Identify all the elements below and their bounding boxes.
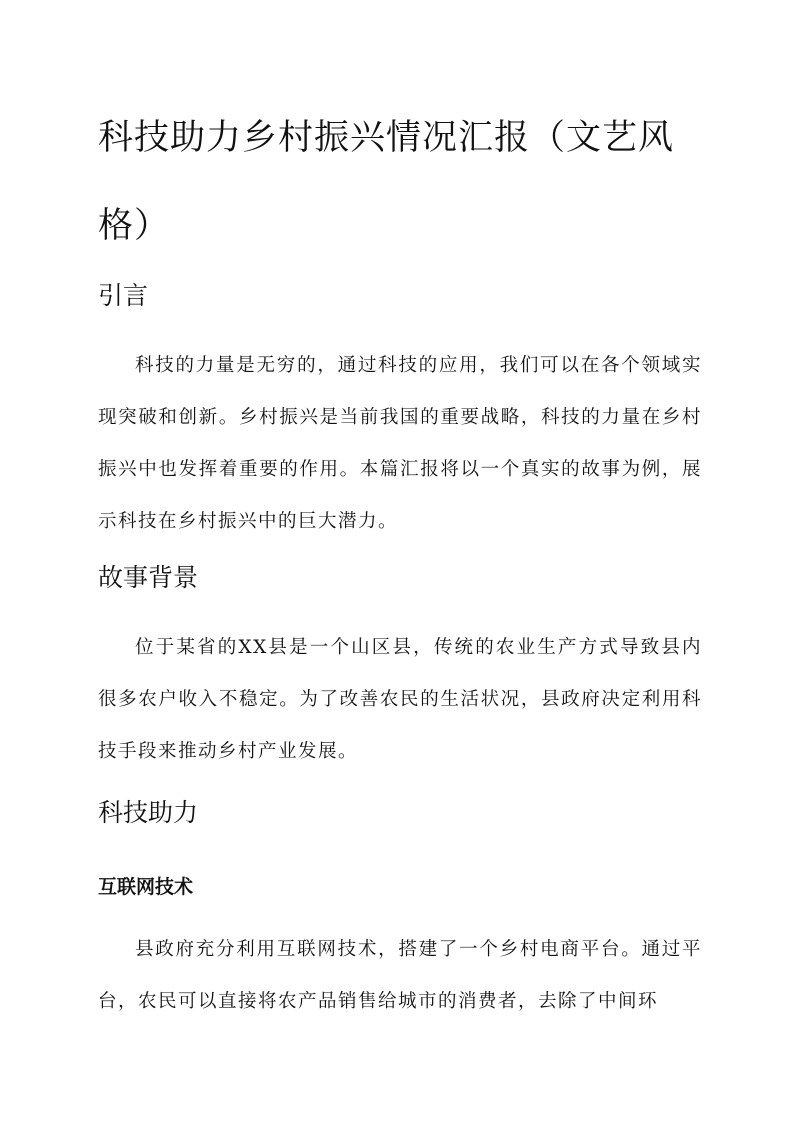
section-heading-intro: 引言 (98, 281, 149, 310)
document-title: 科技助力乡村振兴情况汇报（文艺风格） (98, 118, 675, 246)
section-heading-background: 故事背景 (98, 563, 199, 592)
subsection-heading-internet: 互联网技术 (98, 876, 194, 898)
internet-paragraph: 县政府充分利用互联网技术，搭建了一个乡村电商平台。通过平台，农民可以直接将农产品销售给城市的消费者，去除了中间环 (98, 939, 702, 1012)
section-heading-tech-help: 科技助力 (98, 798, 199, 827)
background-paragraph: 位于某省的XX县是一个山区县，传统的农业生产方式导致县内很多农户收入不稳定。为了改善农民的生活状况，县政府决定利用科技手段来推动乡村产业发展。 (98, 637, 702, 762)
intro-paragraph: 科技的力量是无穷的，通过科技的应用，我们可以在各个领域实现突破和创新。乡村振兴是当前我国的重要战略，科技的力量在乡村振兴中也发挥着重要的作用。本篇汇报将以一个真实的故事为例，展示科技在乡村振兴中的巨大潜力。 (98, 355, 702, 532)
